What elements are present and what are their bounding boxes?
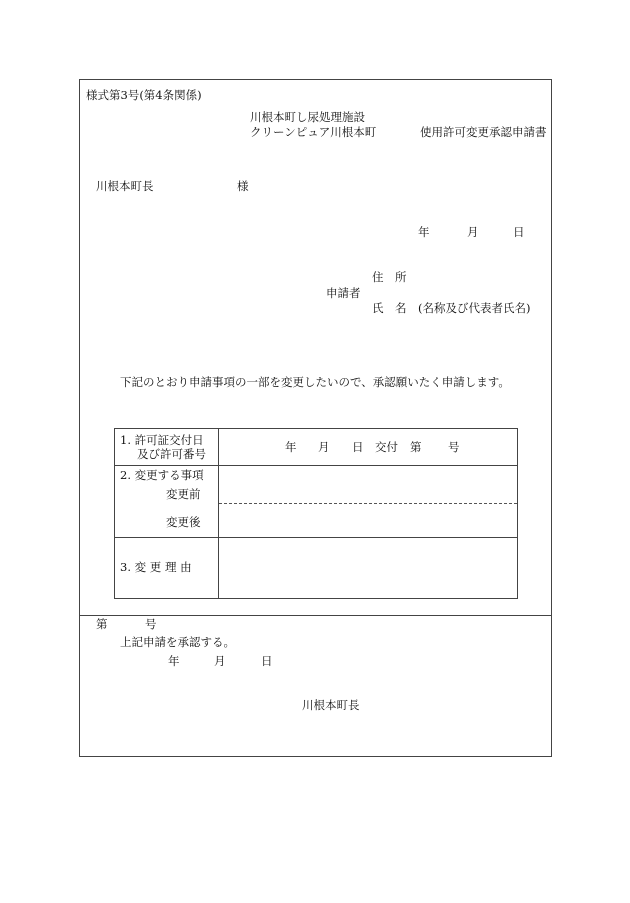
table-row-reason xyxy=(115,538,518,599)
permit-month: 月 xyxy=(318,440,330,454)
approval-signer: 川根本町長 xyxy=(302,698,360,712)
form-title: 使用許可変更承認申請書 xyxy=(420,125,547,139)
form-number: 様式第3号(第4条関係) xyxy=(86,88,202,102)
permit-dai: 第 xyxy=(410,440,422,454)
addressee-honorific: 様 xyxy=(237,179,249,193)
applicant-label: 申請者 xyxy=(326,286,361,300)
reason-label: 3. 変 更 理 由 xyxy=(120,560,192,574)
change-before-label: 変更前 xyxy=(166,487,201,501)
permit-label-line2: 及び許可番号 xyxy=(137,447,206,461)
permit-value-cell[interactable] xyxy=(219,429,518,466)
permit-year: 年 xyxy=(285,440,297,454)
change-items-value-cell[interactable] xyxy=(219,466,518,538)
before-after-divider xyxy=(219,503,517,504)
date-month: 月 xyxy=(467,225,479,239)
permit-label-cell xyxy=(115,429,219,466)
table-row-permit xyxy=(115,429,518,466)
applicant-name-label: 氏 名 xyxy=(372,301,407,315)
permit-go: 号 xyxy=(448,440,460,454)
applicant-address-label: 住 所 xyxy=(372,270,407,284)
facility-name-line1: 川根本町し尿処理施設 xyxy=(250,110,365,124)
reason-label-cell xyxy=(115,538,219,599)
approval-divider xyxy=(79,615,552,616)
application-items-table xyxy=(114,428,518,599)
reason-value-cell[interactable] xyxy=(219,538,518,599)
addressee-name: 川根本町長 xyxy=(96,179,154,193)
table-row-change-items xyxy=(115,466,518,538)
approval-year: 年 xyxy=(168,654,180,668)
permit-day: 日 xyxy=(352,440,364,454)
permit-label-line1: 1. 許可証交付日 xyxy=(120,433,204,447)
request-statement: 下記のとおり申請事項の一部を変更したいので、承認願いたく申請します。 xyxy=(120,375,510,389)
approval-statement: 上記申請を承認する。 xyxy=(120,635,235,649)
approval-dai: 第 xyxy=(96,617,108,631)
approval-month: 月 xyxy=(214,654,226,668)
approval-go: 号 xyxy=(145,617,157,631)
permit-issued: 交付 xyxy=(375,440,398,454)
date-day: 日 xyxy=(513,225,525,239)
change-items-label-cell xyxy=(115,466,219,538)
applicant-name-note: (名称及び代表者氏名) xyxy=(418,301,531,315)
facility-name-line2: クリーンピュア川根本町 xyxy=(250,125,377,139)
change-after-label: 変更後 xyxy=(166,515,201,529)
date-year: 年 xyxy=(418,225,430,239)
approval-day: 日 xyxy=(261,654,273,668)
change-items-label: 2. 変更する事項 xyxy=(120,468,204,482)
